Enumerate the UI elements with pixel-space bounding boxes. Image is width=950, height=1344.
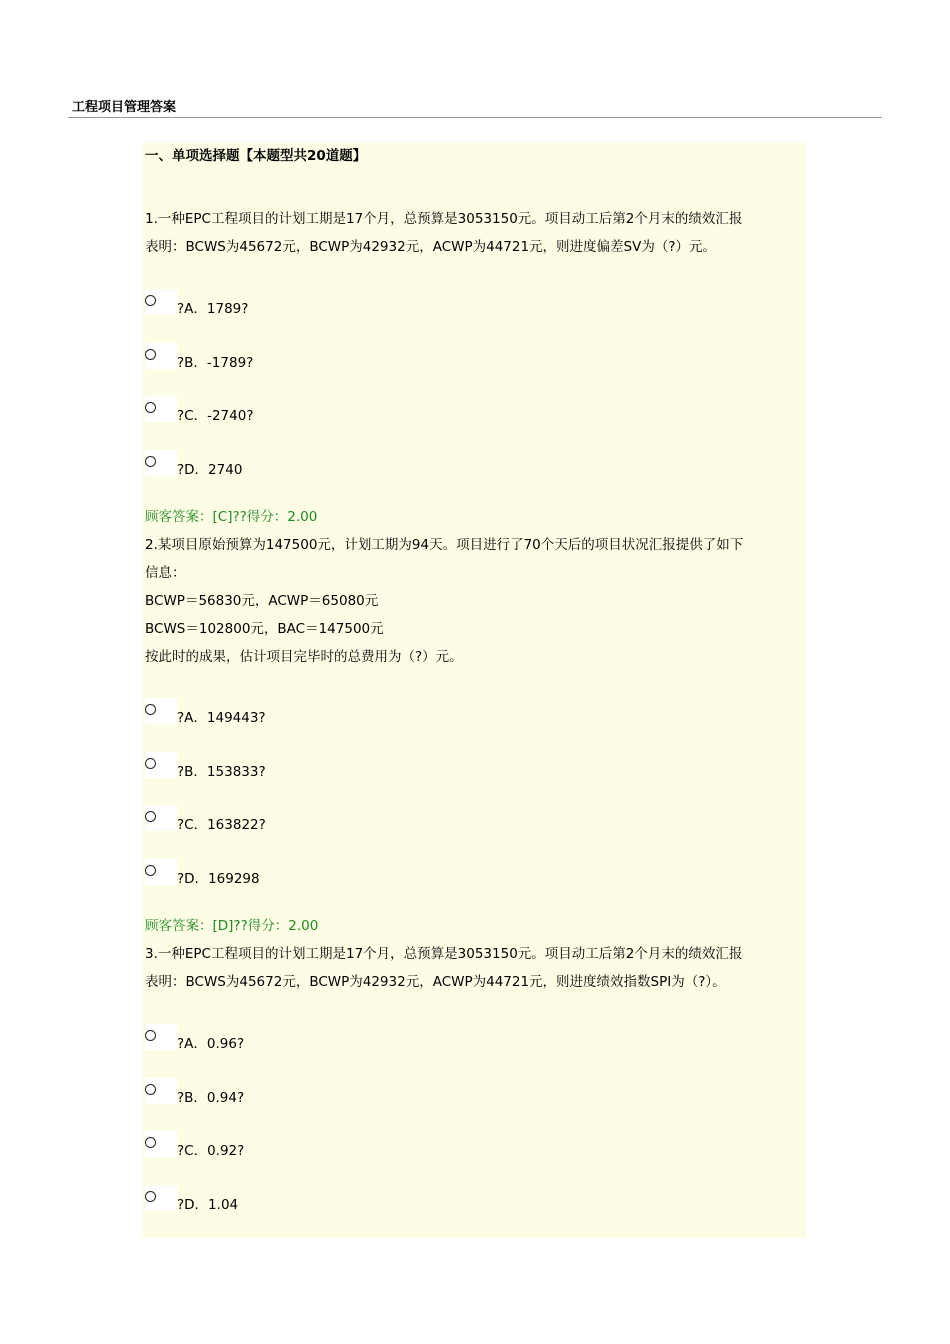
radio-button[interactable] [145, 1137, 156, 1148]
option-label[interactable]: ?C．163822? [177, 817, 266, 833]
radio-button[interactable] [145, 704, 156, 715]
customer-answer: 顾客答案：[C]??得分：2.00 [145, 509, 318, 525]
option-label[interactable]: ?B．153833? [177, 764, 266, 780]
radio-button[interactable] [145, 1084, 156, 1095]
document-title: 工程项目管理答案 [72, 100, 177, 115]
option-label[interactable]: ?C．-2740? [177, 408, 254, 424]
option-label[interactable]: ?D．1.04 [177, 1197, 239, 1213]
radio-button[interactable] [145, 349, 156, 360]
radio-button[interactable] [145, 758, 156, 769]
radio-button[interactable] [145, 1030, 156, 1041]
customer-answer: 顾客答案：[D]??得分：2.00 [145, 918, 319, 934]
radio-button[interactable] [145, 1191, 156, 1202]
radio-button[interactable] [145, 811, 156, 822]
option-label[interactable]: ?D．2740 [177, 462, 243, 478]
radio-button[interactable] [145, 295, 156, 306]
radio-button[interactable] [145, 456, 156, 467]
section-title: 一、单项选择题【本题型共20道题】 [145, 148, 367, 164]
question-text-line: 表明：BCWS为45672元，BCWP为42932元，ACWP为44721元，则进度绩效指数SPI为（?）。 [145, 974, 726, 990]
question-text-line: 2.某项目原始预算为147500元，计划工期为94天。项目进行了70个天后的项目状况汇报提供了如下 [145, 537, 744, 553]
radio-button[interactable] [145, 402, 156, 413]
question-text-line: 信息： [145, 565, 186, 581]
option-label[interactable]: ?B．-1789? [177, 355, 254, 371]
option-label[interactable]: ?D．169298 [177, 871, 260, 887]
radio-button[interactable] [145, 865, 156, 876]
option-label[interactable]: ?C．0.92? [177, 1143, 245, 1159]
option-label[interactable]: ?A．1789? [177, 301, 249, 317]
option-label[interactable]: ?A．0.96? [177, 1036, 245, 1052]
question-text-line: BCWS＝102800元，BAC＝147500元 [145, 621, 384, 637]
question-text-line: 3.一种EPC工程项目的计划工期是17个月，总预算是3053150元。项目动工后第2个月末的绩效汇报 [145, 946, 743, 962]
question-text-line: 按此时的成果，估计项目完毕时的总费用为（?）元。 [145, 649, 463, 665]
question-text-line: 表明：BCWS为45672元，BCWP为42932元，ACWP为44721元，则进度偏差SV为（?）元。 [145, 239, 717, 255]
question-text-line: 1.一种EPC工程项目的计划工期是17个月，总预算是3053150元。项目动工后第2个月末的绩效汇报 [145, 211, 743, 227]
option-label[interactable]: ?A．149443? [177, 710, 266, 726]
title-divider [68, 117, 882, 118]
question-text-line: BCWP＝56830元，ACWP＝65080元 [145, 593, 379, 609]
option-label[interactable]: ?B．0.94? [177, 1090, 245, 1106]
